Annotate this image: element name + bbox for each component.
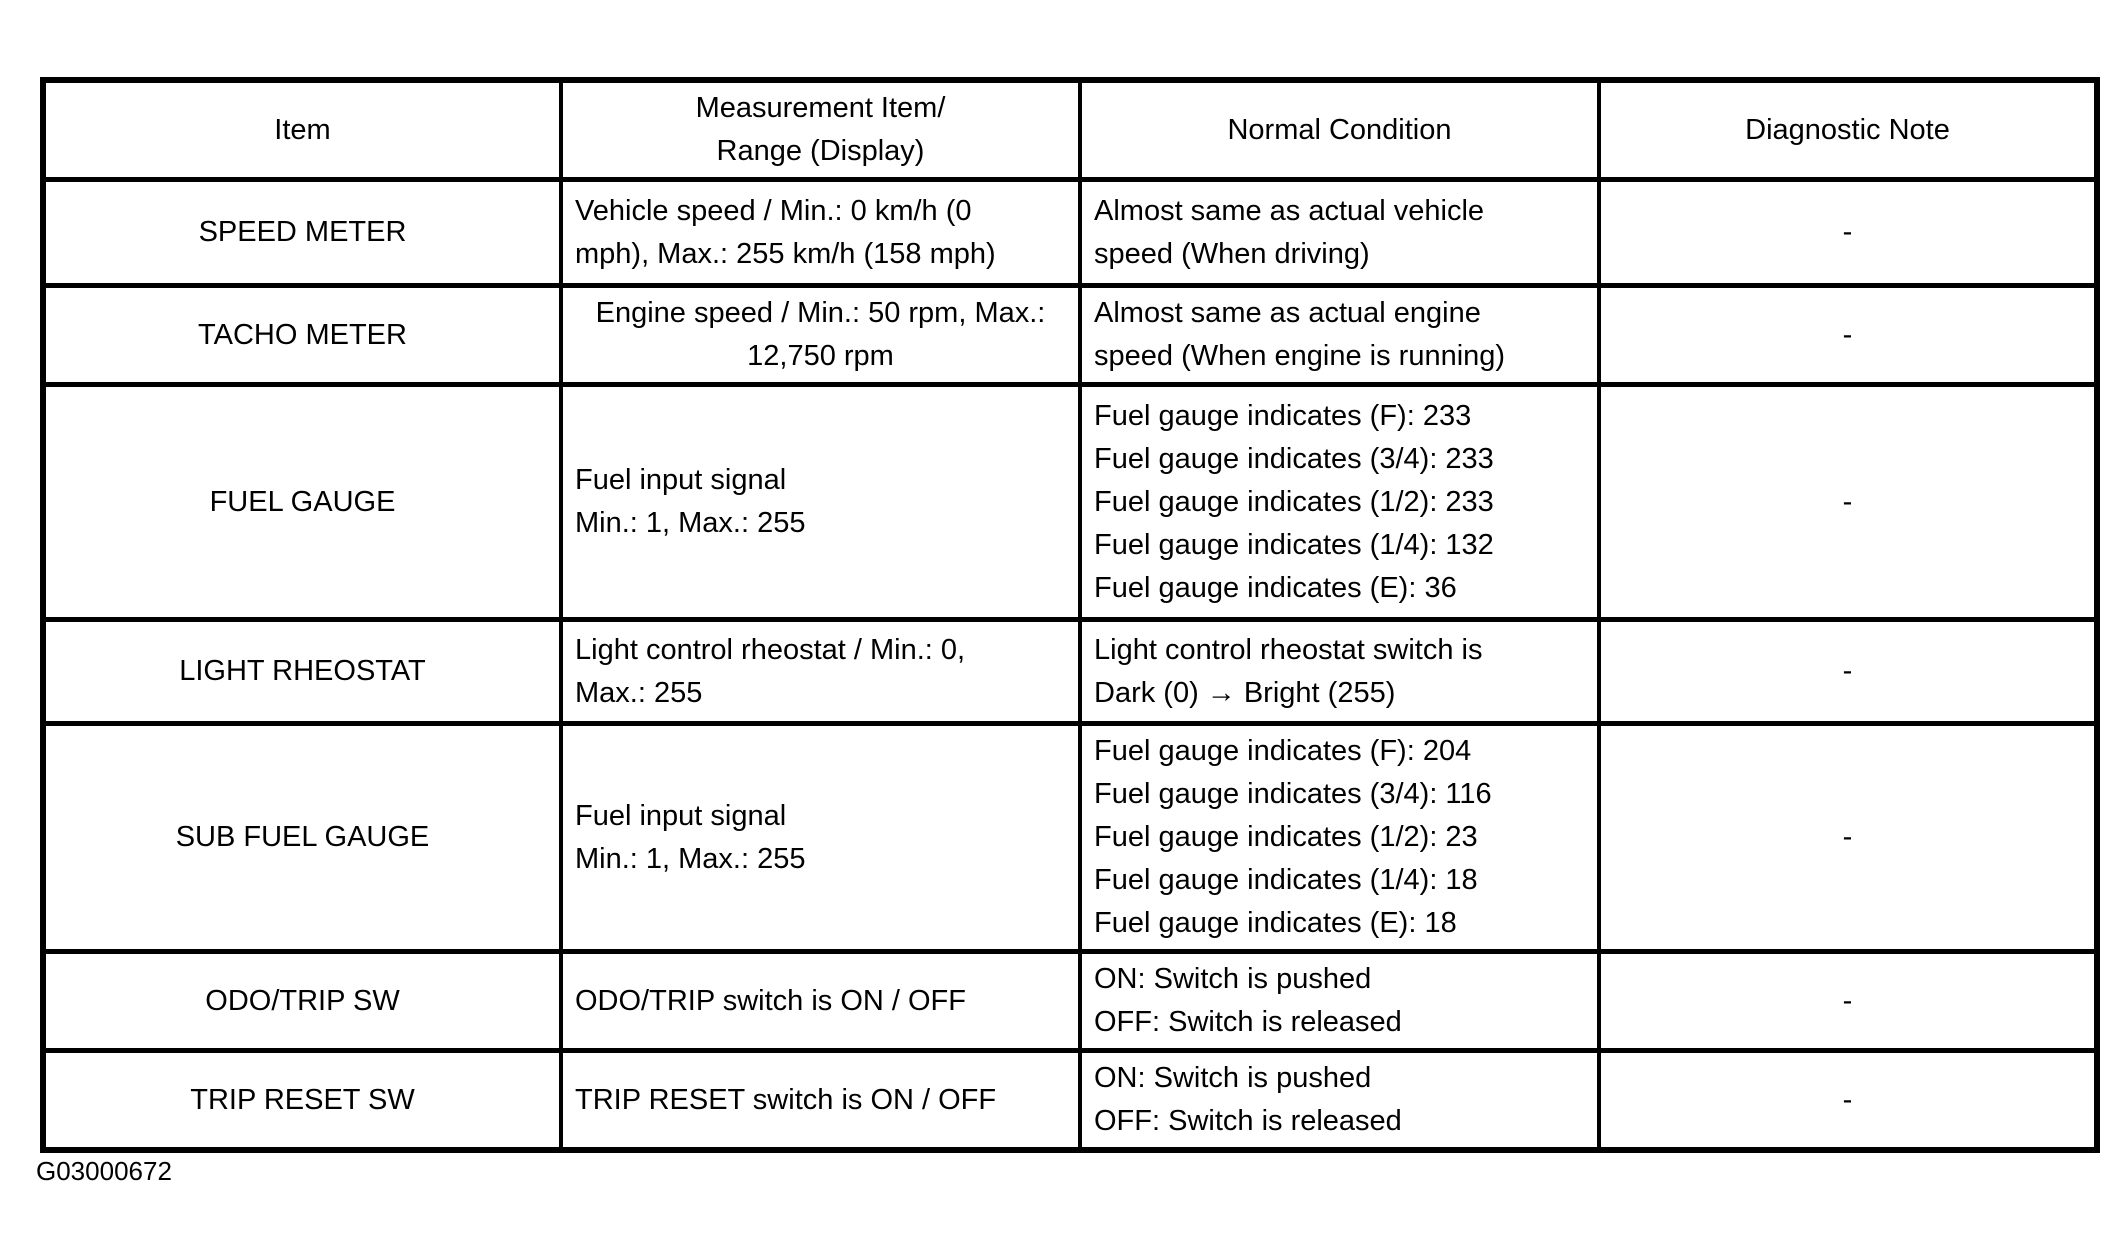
text-line: Fuel gauge indicates (1/4): 132 xyxy=(1094,528,1494,561)
text-line: Fuel gauge indicates (1/4): 18 xyxy=(1094,864,1478,896)
item-cell: TACHO METER xyxy=(43,286,561,385)
table-row-odo-trip-sw xyxy=(43,952,2097,1051)
text-line: Range (Display) xyxy=(716,135,925,167)
table-row-light-rheostat xyxy=(43,620,2097,724)
figure-id: G03000672 xyxy=(36,1156,172,1186)
item-cell: TRIP RESET SW xyxy=(43,1051,561,1151)
text-line: Light control rheostat / Min.: 0, xyxy=(575,633,966,666)
text-line: Engine speed / Min.: 50 rpm, Max.: xyxy=(595,297,1046,329)
diagnostic-note-cell: - xyxy=(1599,180,2097,286)
text-line: Fuel input signal xyxy=(575,799,787,832)
table-row-tacho-meter xyxy=(43,286,2097,385)
item-cell: SPEED METER xyxy=(43,180,561,286)
instrument-diagnostic-table xyxy=(40,77,2100,1153)
text-line: Fuel gauge indicates (E): 18 xyxy=(1094,907,1457,939)
text-line: speed (When driving) xyxy=(1094,237,1370,270)
diagnostic-note-cell: - xyxy=(1599,724,2097,952)
table-header-row xyxy=(43,80,2097,180)
diagnostic-note-cell: - xyxy=(1599,286,2097,385)
item-cell: ODO/TRIP SW xyxy=(43,952,561,1051)
measurement-cell xyxy=(561,180,1080,286)
text-line: mph), Max.: 255 km/h (158 mph) xyxy=(575,237,996,270)
measurement-cell xyxy=(561,1051,1080,1151)
normal-condition-cell xyxy=(1080,1051,1599,1151)
text-line: Fuel gauge indicates (3/4): 233 xyxy=(1094,442,1494,475)
column-header-measurement xyxy=(561,80,1080,180)
text-line: Almost same as actual vehicle xyxy=(1094,194,1485,227)
table-row-trip-reset-sw xyxy=(43,1051,2097,1151)
text-line: Fuel gauge indicates (1/2): 233 xyxy=(1094,485,1494,518)
text-line: speed (When engine is running) xyxy=(1094,340,1506,372)
measurement-cell xyxy=(561,952,1080,1051)
item-cell: FUEL GAUGE xyxy=(43,385,561,620)
text-line: Min.: 1, Max.: 255 xyxy=(575,507,806,539)
text-line: ON: Switch is pushed xyxy=(1094,963,1372,995)
normal-condition-cell xyxy=(1080,724,1599,952)
text-line: Fuel input signal xyxy=(575,464,787,496)
text-line: Light control rheostat switch is xyxy=(1094,633,1483,666)
normal-condition-cell xyxy=(1080,385,1599,620)
text-line: 12,750 rpm xyxy=(747,340,894,372)
table-row-speed-meter xyxy=(43,180,2097,286)
item-cell: LIGHT RHEOSTAT xyxy=(43,620,561,724)
table-row-sub-fuel-gauge xyxy=(43,724,2097,952)
text-line: Vehicle speed / Min.: 0 km/h (0 xyxy=(575,194,972,227)
measurement-cell xyxy=(561,286,1080,385)
normal-condition-cell xyxy=(1080,952,1599,1051)
text-line: ODO/TRIP switch is ON / OFF xyxy=(575,984,966,1017)
text-line: OFF: Switch is released xyxy=(1094,1006,1402,1038)
text-line: ON: Switch is pushed xyxy=(1094,1062,1372,1094)
diagnostic-note-cell: - xyxy=(1599,620,2097,724)
text-line: Fuel gauge indicates (3/4): 116 xyxy=(1094,778,1492,810)
diagnostic-note-cell: - xyxy=(1599,1051,2097,1151)
column-header-item: Item xyxy=(43,80,561,180)
text-line: Min.: 1, Max.: 255 xyxy=(575,842,806,875)
measurement-cell xyxy=(561,620,1080,724)
text-line: Fuel gauge indicates (F): 204 xyxy=(1094,735,1472,767)
measurement-cell xyxy=(561,385,1080,620)
text-line: Almost same as actual engine xyxy=(1094,297,1481,329)
diagnostic-note-cell: - xyxy=(1599,385,2097,620)
text-line: Fuel gauge indicates (E): 36 xyxy=(1094,571,1457,604)
text-line: Measurement Item/ xyxy=(695,92,946,124)
item-cell: SUB FUEL GAUGE xyxy=(43,724,561,952)
text-line: Max.: 255 xyxy=(575,676,703,709)
text-line: Fuel gauge indicates (F): 233 xyxy=(1094,399,1472,432)
normal-condition-cell xyxy=(1080,620,1599,724)
column-header-diagnostic-note: Diagnostic Note xyxy=(1599,80,2097,180)
text-line: OFF: Switch is released xyxy=(1094,1105,1402,1137)
diagnostic-note-cell: - xyxy=(1599,952,2097,1051)
normal-condition-cell xyxy=(1080,180,1599,286)
text-line: TRIP RESET switch is ON / OFF xyxy=(575,1083,997,1116)
text-line: Dark (0) → Bright (255) xyxy=(1094,676,1396,709)
text-line: Fuel gauge indicates (1/2): 23 xyxy=(1094,821,1478,853)
normal-condition-cell xyxy=(1080,286,1599,385)
measurement-cell xyxy=(561,724,1080,952)
column-header-normal-condition: Normal Condition xyxy=(1080,80,1599,180)
table-row-fuel-gauge xyxy=(43,385,2097,620)
